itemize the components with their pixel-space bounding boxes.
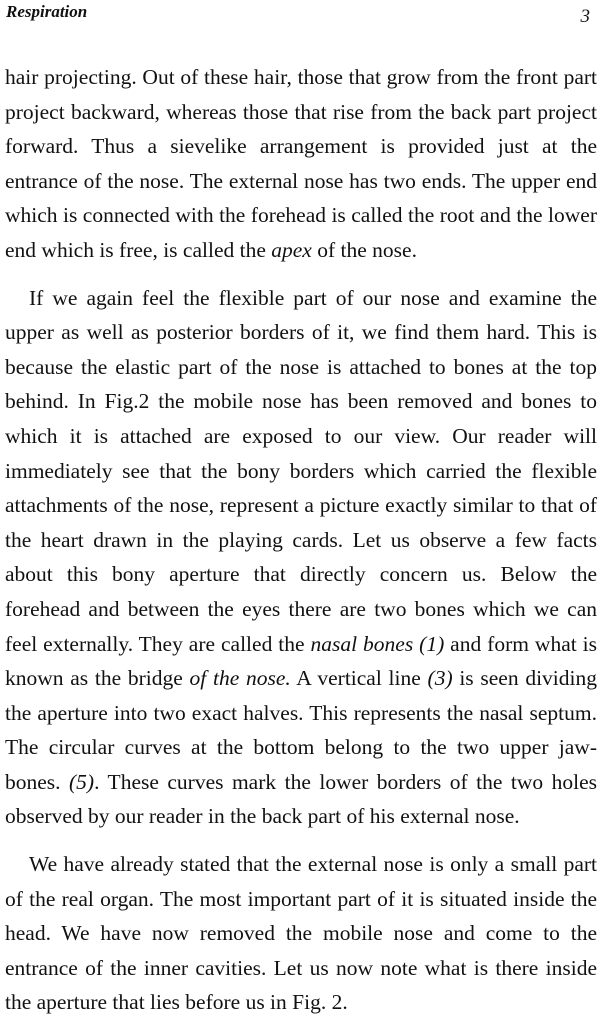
italic-ref-3: (3) — [427, 666, 453, 691]
text-run: . These curves mark the lower borders of the two holes observed by our reader in the back part of his external nose. — [5, 769, 597, 829]
text-run: We have already stated that the external nose is only a small part of the real organ. The most important part of it is situated inside the head. We have now removed the mobile nose and come to the entrance of the inner cavities. Let us now note what is there inside the aperture that lies before us in Fig. 2. — [5, 852, 597, 1015]
text-run: If we again feel the flexible part of our nose and examine the upper as well as posterior borders of it, we find them hard. This is because the elastic part of the nose is attached to bones at the top behind. In Fig.2 the mobile nose has been removed and bones to which it is attached are exposed to our view. Our reader will immediately see that the bony borders which carried the flexible attachments of the nose, represent a picture exactly similar to that of the heart drawn in the playing cards. Let us observe a few facts about this bony aperture that directly concern us. Below the forehead and between the eyes there are two bones which we can feel externally. They are called the — [5, 285, 597, 656]
text-run: hair projecting. Out of these hair, those that grow from the front part project backward, whereas those that rise from the back part project forward. Thus a sievelike arrangement is provided just at the entrance of the nose. The external nose has two ends. The upper end which is connected with the forehead is called the root and the lower end which is free, is called the — [5, 65, 597, 262]
running-head: Respiration — [6, 2, 88, 21]
paragraph-2 — [5, 281, 597, 835]
body-text — [5, 60, 597, 1020]
text-run: is seen dividing the aperture into two exact halves. This represents the nasal septum. The circular curves at the bottom belong to the two upper jaw-bones. — [5, 666, 597, 794]
text-run: and form what is known as the bridge — [5, 631, 598, 691]
paragraph-3 — [5, 847, 597, 1020]
page-number: 3 — [580, 6, 590, 27]
page-header — [0, 0, 600, 34]
italic-term-nasal-bones: nasal bones (1) — [310, 631, 445, 656]
text-run: of the nose. — [311, 237, 417, 262]
italic-term-apex: apex — [271, 237, 312, 262]
paragraph-1 — [5, 60, 597, 268]
italic-ref-5: (5) — [69, 769, 95, 794]
text-run: A vertical line — [290, 666, 428, 691]
italic-term-of-the-nose: of the nose. — [189, 666, 291, 691]
